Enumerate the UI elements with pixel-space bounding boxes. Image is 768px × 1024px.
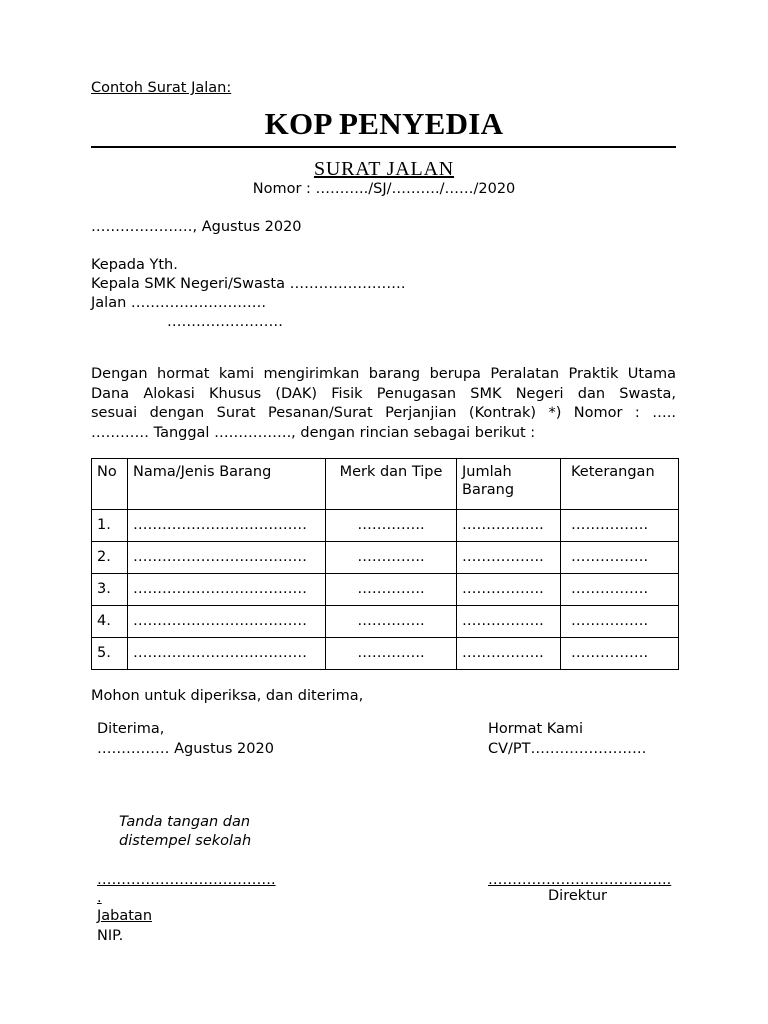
body-line: Dana Alokasi Khusus (DAK) Fisik Penugasan SMK Negeri dan Swasta, [91,385,676,402]
cell-brand-type: ………….. [326,510,457,542]
letterhead-rule [91,146,676,148]
cell-no: 3. [92,574,128,606]
cell-item-name: ……………………………… [128,638,326,670]
cell-brand-type: ………….. [326,638,457,670]
recipient-position: Kepala SMK Negeri/Swasta …………………… [91,276,406,292]
signature-note-line1: Tanda tangan dan [119,814,251,830]
table-row [92,638,679,670]
body-line: Dengan hormat kami mengirimkan barang berupa Peralatan Praktik Utama [91,366,676,382]
header-quantity-line1: Jumlah [462,464,512,480]
cell-quantity: …………….. [457,542,561,574]
body-line: sesuai dengan Surat Pesanan/Surat Perjanjian (Kontrak) *) Nomor : ….. [91,405,676,421]
example-heading: Contoh Surat Jalan: [91,80,232,96]
recipient-street: Jalan ………………………. [91,295,266,311]
header-quantity-line2: Barang [462,482,515,498]
table-row [92,606,679,638]
document-number: Nomor : ………../SJ/………./……/2020 [252,181,516,197]
cell-item-name: ……………………………… [128,510,326,542]
cell-brand-type: ………….. [326,542,457,574]
document-title: SURAT JALAN [313,158,455,180]
letterhead-title: KOP PENYEDIA [264,106,504,141]
cell-remarks: ……………. [561,574,679,606]
table-header-row [92,459,679,510]
cell-brand-type: ………….. [326,574,457,606]
items-table [91,458,679,670]
cell-no: 5. [92,638,128,670]
receiver-nip: NIP. [97,928,124,944]
cell-remarks: ……………. [561,542,679,574]
cell-remarks: ……………. [561,606,679,638]
sender-label: Hormat Kami [488,721,584,737]
cell-item-name: ……………………………… [128,574,326,606]
signature-note-line2: distempel sekolah [119,833,252,849]
cell-brand-type: ………….. [326,606,457,638]
cell-remarks: ……………. [561,510,679,542]
closing-text: Mohon untuk diperiksa, dan diterima, [91,688,364,704]
recipient-greeting: Kepada Yth. [91,257,178,273]
table-row [92,542,679,574]
cell-no: 1. [92,510,128,542]
body-line: ………… Tanggal ……………., dengan rincian sebagai berikut : [91,424,536,441]
date-line: …………………, Agustus 2020 [91,219,302,235]
cell-quantity: …………….. [457,638,561,670]
recipient-address-extra: …………………… [167,314,283,330]
header-quantity [457,459,561,510]
receiver-signature-line: ………………………………. [97,872,276,888]
cell-remarks: ……………. [561,638,679,670]
cell-no: 4. [92,606,128,638]
header-brand-type: Merk dan Tipe [326,459,457,510]
cell-item-name: ……………………………… [128,606,326,638]
receiver-label: Diterima, [97,721,165,737]
receiver-date: …………… Agustus 2020 [97,741,274,757]
cell-quantity: …………….. [457,606,561,638]
cell-quantity: …………….. [457,574,561,606]
receiver-position: Jabatan [97,908,153,924]
receiver-signature-line-end: . [97,890,102,906]
sender-company: CV/PT…………………… [488,741,647,757]
header-item-name: Nama/Jenis Barang [128,459,326,510]
header-no: No [92,459,128,510]
sender-signature-line: ……………………………….. [488,872,672,888]
table-row [92,510,679,542]
table-row [92,574,679,606]
body-paragraph [91,365,676,443]
sender-role: Direktur [548,888,607,904]
header-remarks: Keterangan [561,459,679,510]
cell-item-name: ……………………………… [128,542,326,574]
cell-no: 2. [92,542,128,574]
cell-quantity: …………….. [457,510,561,542]
